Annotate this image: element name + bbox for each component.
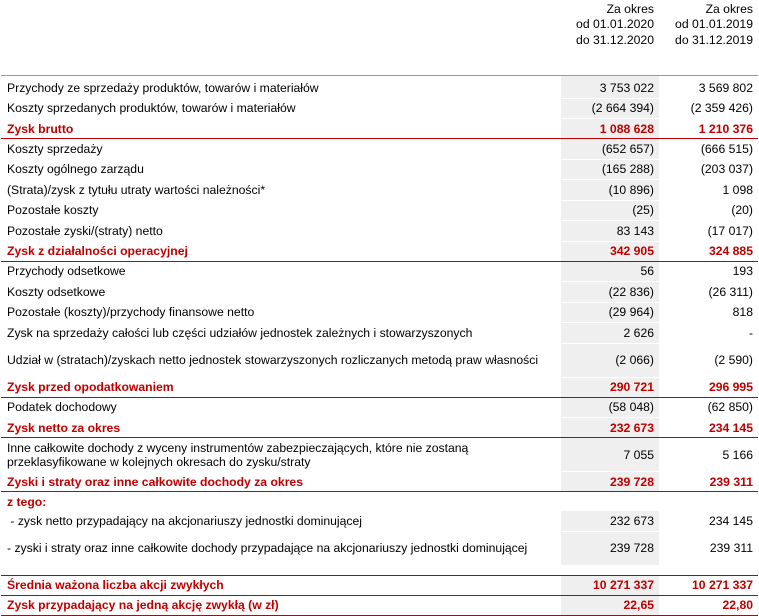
- row-value-2019: 22,80: [659, 595, 758, 615]
- row-label: Przychody odsetkowe: [1, 261, 561, 282]
- row-value-2020: 56: [561, 261, 659, 282]
- row-value-2019: 3 569 802: [659, 76, 758, 99]
- table-row: [1, 139, 758, 160]
- row-label: Zysk brutto: [1, 119, 561, 139]
- row-label: - zysk netto przypadający na akcjonariuszy jednostki dominującej: [1, 511, 561, 531]
- row-label: Średnia ważona liczba akcji zwykłych: [1, 575, 561, 595]
- row-value-2019: 1 210 376: [659, 119, 758, 139]
- row-label: Pozostałe koszty: [1, 200, 561, 221]
- total-row: [1, 377, 758, 397]
- table-row: [1, 531, 758, 565]
- row-value-2019: (20): [659, 200, 758, 221]
- row-value-2019: (62 850): [659, 397, 758, 418]
- row-value-2019: 10 271 337: [659, 575, 758, 595]
- header-period-2019: [659, 0, 758, 66]
- header-2020-line2: od 01.01.2020: [576, 17, 654, 32]
- spacer-row: [1, 66, 758, 76]
- row-value-2020: (25): [561, 200, 659, 221]
- table-row: [1, 343, 758, 377]
- row-label: Inne całkowite dochody z wyceny instrumentów zabezpieczających, które nie zostaną przeklasyfikowane w kolejnych okresach do zysku/straty: [1, 438, 561, 472]
- row-value-2019: 5 166: [659, 438, 758, 472]
- row-value-2020: (22 836): [561, 282, 659, 303]
- row-value-2019: 239 311: [659, 531, 758, 565]
- row-value-2019: (2 359 426): [659, 98, 758, 119]
- row-value-2019: 234 145: [659, 511, 758, 531]
- header-2019-line2: od 01.01.2019: [675, 17, 753, 32]
- table-row: [1, 323, 758, 344]
- table-row: [1, 76, 758, 99]
- row-label: Koszty odsetkowe: [1, 282, 561, 303]
- row-value-2020: 7 055: [561, 438, 659, 472]
- total-row: [1, 595, 758, 615]
- row-value-2019: 234 145: [659, 418, 758, 438]
- section-heading-row: [1, 492, 758, 512]
- row-value-2019: 324 885: [659, 241, 758, 261]
- row-value-2020: 232 673: [561, 511, 659, 531]
- spacer-row: [1, 565, 758, 575]
- row-value-2020: (652 657): [561, 139, 659, 160]
- row-value-2020: (10 896): [561, 180, 659, 201]
- table-row: [1, 159, 758, 180]
- table-header: [1, 0, 758, 66]
- total-row: [1, 472, 758, 492]
- row-value-2020: (2 066): [561, 343, 659, 377]
- header-2020-line3: do 31.12.2020: [576, 32, 654, 47]
- row-label: Zysk przypadający na jedną akcję zwykłą (w zł): [1, 595, 561, 615]
- total-row: [1, 575, 758, 595]
- row-value-2019: (2 590): [659, 343, 758, 377]
- row-value-2020: 10 271 337: [561, 575, 659, 595]
- table-row: [1, 98, 758, 119]
- row-value-2019: 193: [659, 261, 758, 282]
- row-value-2020: (2 664 394): [561, 98, 659, 119]
- row-value-2020: (165 288): [561, 159, 659, 180]
- row-label: - zyski i straty oraz inne całkowite dochody przypadające na akcjonariuszy jednostki dominującej: [1, 531, 561, 565]
- section-heading: z tego:: [7, 494, 47, 509]
- table-row: [1, 261, 758, 282]
- empty-cell: [659, 492, 758, 512]
- row-label: Zysk netto za okres: [1, 418, 561, 438]
- row-label: Pozostałe zyski/(straty) netto: [1, 221, 561, 242]
- row-label: Udział w (stratach)/zyskach netto jednostek stowarzyszonych rozliczanych metodą praw własności: [1, 343, 561, 377]
- empty-cell: [561, 492, 659, 512]
- row-value-2019: 818: [659, 302, 758, 323]
- table-row: [1, 397, 758, 418]
- row-value-2019: (203 037): [659, 159, 758, 180]
- header-label-cell: [1, 0, 561, 66]
- table-row: [1, 438, 758, 472]
- header-2019-line3: do 31.12.2019: [675, 32, 753, 47]
- header-2019-line1: Za okres: [705, 2, 753, 16]
- row-value-2019: -: [659, 323, 758, 344]
- row-value-2020: 22,65: [561, 595, 659, 615]
- table-row: [1, 282, 758, 303]
- row-label: Koszty sprzedanych produktów, towarów i materiałów: [1, 98, 561, 119]
- table-row: [1, 302, 758, 323]
- row-value-2019: 239 311: [659, 472, 758, 492]
- row-value-2020: 2 626: [561, 323, 659, 344]
- row-label: Zysk na sprzedaży całości lub części udziałów jednostek zależnych i stowarzyszonych: [1, 323, 561, 344]
- row-value-2019: (17 017): [659, 221, 758, 242]
- row-label: Zyski i straty oraz inne całkowite dochody za okres: [1, 472, 561, 492]
- row-label: Koszty sprzedaży: [1, 139, 561, 160]
- row-value-2020: 239 728: [561, 472, 659, 492]
- row-value-2019: (666 515): [659, 139, 758, 160]
- total-row: [1, 119, 758, 139]
- total-row: [1, 418, 758, 438]
- row-value-2020: 239 728: [561, 531, 659, 565]
- total-row: [1, 241, 758, 261]
- row-value-2020: 290 721: [561, 377, 659, 397]
- row-value-2020: (29 964): [561, 302, 659, 323]
- table-row: [1, 221, 758, 242]
- row-value-2020: (58 048): [561, 397, 659, 418]
- income-statement-table: [1, 0, 758, 616]
- header-2020-line1: Za okres: [606, 2, 654, 16]
- row-value-2020: 83 143: [561, 221, 659, 242]
- row-label: Podatek dochodowy: [1, 397, 561, 418]
- row-value-2020: 342 905: [561, 241, 659, 261]
- row-label: Zysk z działalności operacyjnej: [1, 241, 561, 261]
- row-label: Przychody ze sprzedaży produktów, towarów i materiałów: [1, 76, 561, 99]
- row-label: (Strata)/zysk z tytułu utraty wartości należności*: [1, 180, 561, 201]
- row-value-2020: 232 673: [561, 418, 659, 438]
- table-row: [1, 180, 758, 201]
- row-value-2020: 1 088 628: [561, 119, 659, 139]
- row-value-2019: 296 995: [659, 377, 758, 397]
- row-value-2020: 3 753 022: [561, 76, 659, 99]
- row-label: Zysk przed opodatkowaniem: [1, 377, 561, 397]
- row-label: Pozostałe (koszty)/przychody finansowe netto: [1, 302, 561, 323]
- row-value-2019: 1 098: [659, 180, 758, 201]
- row-value-2019: (26 311): [659, 282, 758, 303]
- table-row: [1, 511, 758, 531]
- header-period-2020: [561, 0, 659, 66]
- table-row: [1, 200, 758, 221]
- row-label: Koszty ogólnego zarządu: [1, 159, 561, 180]
